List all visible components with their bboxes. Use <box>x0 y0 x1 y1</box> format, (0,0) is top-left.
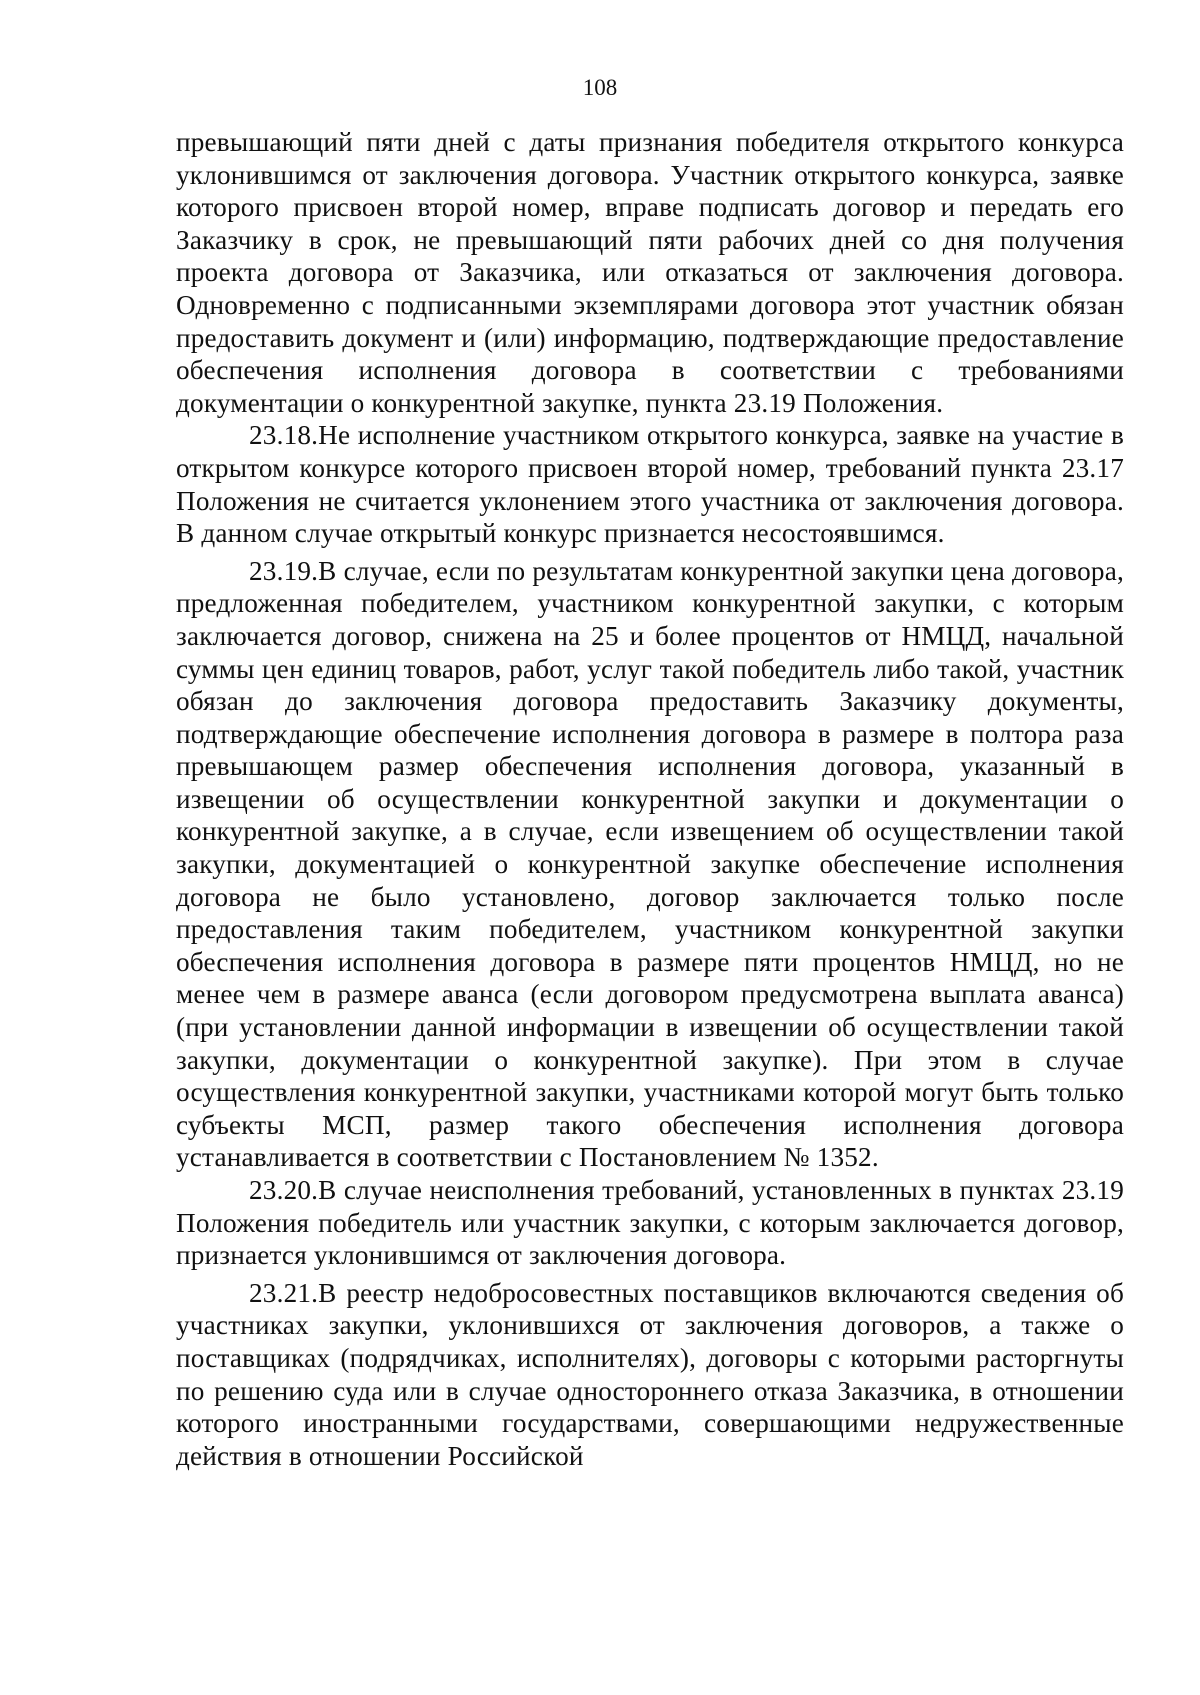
paragraph-23-21: 23.21.В реестр недобросовестных поставщиков включаются сведения об участниках закупки, уклонившихся от заключения договоров, а также о поставщиках (подрядчиках, исполнителях), договоры с которыми расторгнуты по решению суда или в случае одностороннего отказа Заказчика, в отношении которого иностранными государствами, совершающими недружественные действия в отношении Российской <box>176 1277 1124 1471</box>
page-number: 108 <box>582 75 618 100</box>
document-body <box>176 126 1124 1472</box>
paragraph-23-18: 23.18.Не исполнение участником открытого конкурса, заявке на участие в открытом конкурсе которого присвоен второй номер, требований пункта 23.17 Положения не считается уклонением этого участника от заключения договора. В данном случае открытый конкурс признается несостоявшимся. <box>176 420 1124 549</box>
paragraph-continuation: превышающий пяти дней с даты признания победителя открытого конкурса уклонившимся от заключения договора. Участник открытого конкурса, заявке которого присвоен второй номер, вправе подписать договор и передать его Заказчику в срок, не превышающий пяти рабочих дней со дня получения проекта договора от Заказчика, или отказаться от заключения договора. Одновременно с подписанными экземплярами договора этот участник обязан предоставить документ и (или) информацию, подтверждающие предоставление обеспечения исполнения договора в соответствии с требованиями документации о конкурентной закупке, пункта 23.19 Положения. <box>176 127 1124 418</box>
paragraph-23-19: 23.19.В случае, если по результатам конкурентной закупки цена договора, предложенная победителем, участником конкурентной закупки, с которым заключается договор, снижена на 25 и более процентов от НМЦД, начальной суммы цен единиц товаров, работ, услуг такой победитель либо такой, участник обязан до заключения договора предоставить Заказчику документы, подтверждающие обеспечение исполнения договора в размере в полтора раза превышающем размер обеспечения исполнения договора, указанный в извещении об осуществлении конкурентной закупки и документации о конкурентной закупке, а в случае, если извещением об осуществлении такой закупки, документацией о конкурентной закупке обеспечение исполнения договора не было установлено, договор заключается только после предоставления таким победителем, участником конкурентной закупки обеспечения исполнения договора в размере пяти процентов НМЦД, но не менее чем в размере аванса (если договором предусмотрена выплата аванса) (при установлении данной информации в извещении об осуществлении такой закупки, документации о конкурентной закупке). При этом в случае осуществления конкурентной закупки, участниками которой могут быть только субъекты МСП, размер такого обеспечения исполнения договора устанавливается в соответствии с Постановлением № 1352. <box>176 555 1124 1173</box>
paragraph-23-20: 23.20.В случае неисполнения требований, установленных в пунктах 23.19 Положения победитель или участник закупки, с которым заключается договор, признается уклонившимся от заключения договора. <box>176 1175 1124 1271</box>
